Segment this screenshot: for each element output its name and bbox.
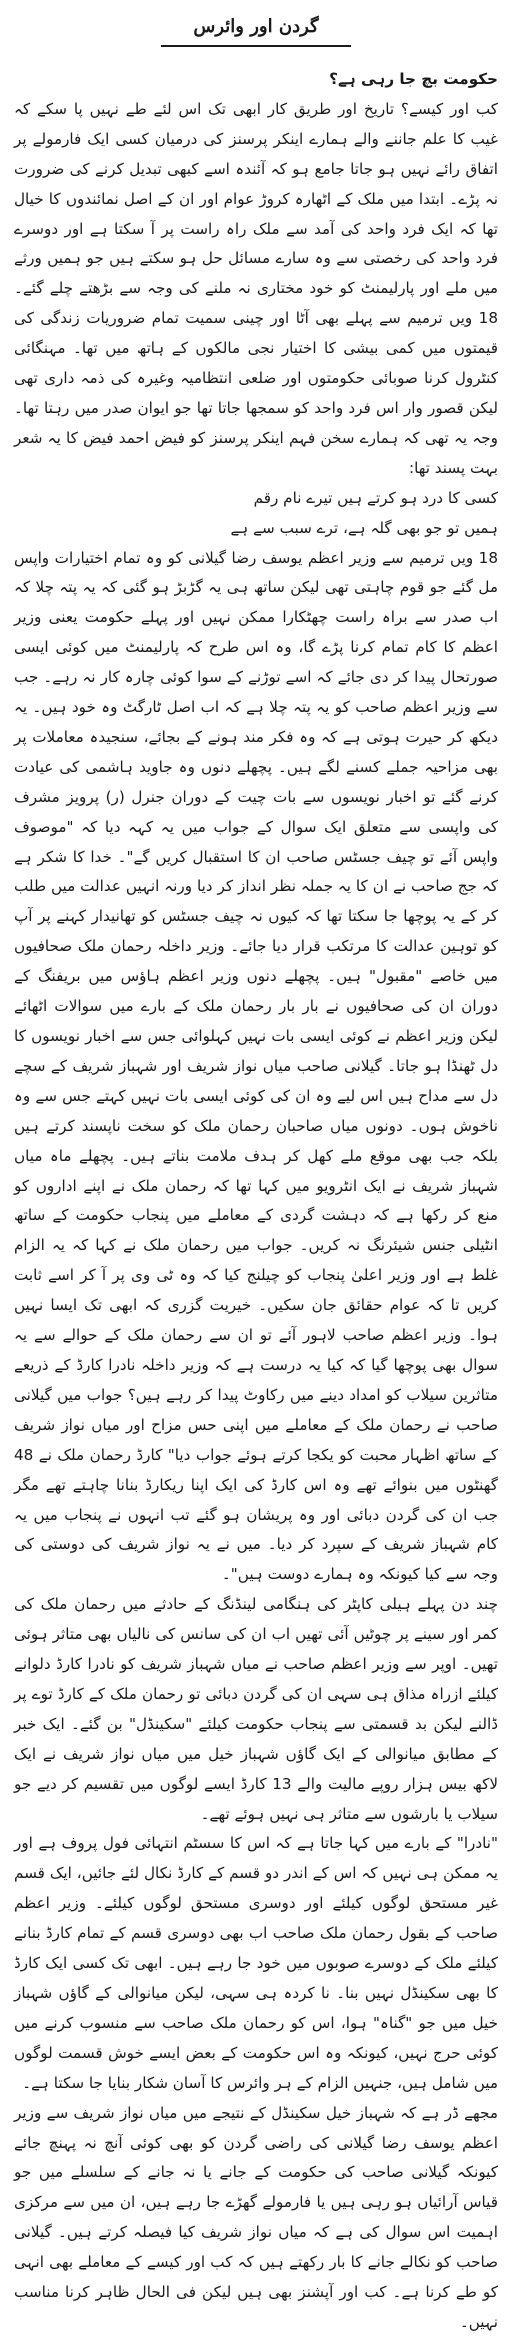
- body-paragraph: چند دن پہلے ہیلی کاپٹر کی ہنگامی لینڈنگ کے حادثے میں رحمان ملک کی کمر اور سینے پر چوٹیں آئی تھیں اب ان کی سانس کی نالیاں بھی متاثر ہوئی تھیں۔ اوپر سے وزیر اعظم صاحب نے میاں شہباز شریف کو نادرا کارڈ دلوانے کیلئے ازراہ مذاق ہی سہی ان کی گردن دبائی تو رحمان ملک کے کارڈ توے پر ڈالنے لیکن بد قسمتی سے پنجاب حکومت کیلئے "سکینڈل" بن گئے۔ ایک خبر کے مطابق میانوالی کے ایک گاؤں شہباز خیل میں میاں نواز شریف نے ایک لاکھ بیس ہزار روپے مالیت والے 13 کارڈ ایسے لوگوں میں تقسیم کر دیے جو سیلاب یا بارشوں سے متاثر ہی نہیں ہوئے تھے۔: [14, 1595, 498, 1823]
- body-paragraph: 18 ویں ترمیم سے وزیر اعظم یوسف رضا گیلانی کو وہ تمام اختیارات واپس مل گئے جو قوم چاہتی تھی لیکن ساتھ ہی یہ گڑبڑ ہو گئی کہ یہ پتہ چلا کہ اب صدر سے براہ راست چھٹکارا ممکن نہیں اور پہلے حکومت یعنی وزیر اعظم کا کام تمام کرنا پڑے گا، وہ اس طرح کہ پارلیمنٹ میں کوئی ایسی صورتحال پیدا کر دی جائے کہ اسے توڑنے کے سوا کوئی چارہ کار نہ رہے۔ جب سے وزیر اعظم صاحب کو یہ پتہ چلا ہے کہ اب اصل ٹارگٹ وہ خود ہیں۔ یہ دیکھ کر حیرت ہوتی ہے کہ وہ فکر مند ہونے کے بجائے، سنجیدہ معاملات پر بھی مزاحیہ جملے کسنے لگے ہیں۔ پچھلے دنوں وہ جاوید ہاشمی کی عیادت کرنے گئے تو اخبار نویسوں سے بات چیت کے دوران جنرل (ر) پرویز مشرف کی واپسی سے متعلق ایک سوال کے جواب میں یہ کہہ دیا کہ "موصوف واپس آئے تو چیف جسٹس صاحب ان کا استقبال کریں گے"۔ خدا کا شکر ہے کہ جج صاحب نے ان کا یہ جملہ نظر انداز کر دیا ورنہ انہیں عدالت میں طلب کر کے یہ پوچھا جا سکتا تھا کہ کیوں نہ چیف جسٹس کو تھانیدار کہنے پر آپ کو توہین عدالت کا مرتکب قرار دیا جائے۔ وزیر داخلہ رحمان ملک صحافیوں میں خاصے "مقبول" ہیں۔ پچھلے دنوں وزیر اعظم ہاؤس میں بریفنگ کے دوران ان کی صحافیوں نے بار بار رحمان ملک کے بارے میں سوالات اٹھائے لیکن وزیر اعظم نے کوئی ایسی بات نہیں کہلوائی جس سے اخبار نویسوں کا دل ٹھنڈا ہو جاتا۔ گیلانی صاحب میاں نواز شریف اور شہباز شریف کے سچے دل سے مداح ہیں اس لیے وہ ان کی کوئی ایسی بات نہیں کہتے جس سے وہ ناخوش ہوں۔ دونوں میاں صاحبان رحمان ملک کو سخت ناپسند کرتے ہیں بلکہ جب بھی موقع ملے کھل کر ہدف ملامت بناتے ہیں۔ پچھلے ماہ میاں شہباز شریف نے ایک انٹرویو میں کہا تھا کہ رحمان ملک نے اپنے اداروں کو منع کر رکھا ہے کہ دہشت گردی کے معاملے میں پنجاب حکومت کے ساتھ انٹیلی جنس شیئرنگ نہ کریں۔ جواب میں رحمان ملک نے کہا کہ یہ الزام غلط ہے اور وزیر اعلیٰ پنجاب کو چیلنج کیا کہ وہ ٹی وی پر آ کر اسے ثابت کریں تا کہ عوام حقائق جان سکیں۔ خیریت گزری کہ ابھی تک ایسا نہیں ہوا۔ وزیر اعظم صاحب لاہور آئے تو ان سے رحمان ملک کے حوالے سے یہ سوال بھی پوچھا گیا کہ کیا یہ درست ہے کہ وزیر داخلہ نادرا کارڈ کے ذریعے متاثرین سیلاب کو امداد دینے میں رکاوٹ پیدا کر رہے ہیں؟ جواب میں گیلانی صاحب نے رحمان ملک کے معاملے میں اپنی حس مزاح اور میاں نواز شریف کے ساتھ اظہار محبت کو یکجا کرتے ہوئے جواب دیا" کارڈ رحمان ملک نے 48 گھنٹوں میں بنوائے تھے وہ اس کارڈ کی ایک اپنا ریکارڈ بنانا چاہتے تھے مگر جب ان کی گردن دبائی اور وہ پریشان ہو گئے تب انہوں نے پنجاب میں یہ کام شہباز شریف کے سپرد کر دیا۔ میں نے یہ نواز شریف کی دوستی کی وجہ سے کیا کیونکہ وہ ہمارے دوست ہیں"۔: [14, 548, 498, 1584]
- column-body: [14, 65, 498, 2338]
- column-title: گردن اور وائرس: [193, 16, 319, 37]
- body-paragraph: "نادرا" کے بارے میں کہا جاتا ہے کہ اس کا سسٹم انتہائی فول پروف ہے اور یہ ممکن ہی نہیں کہ اس کے اندر دو قسم کے کارڈ نکال لئے جائیں، ایک قسم غیر مستحق لوگوں کیلئے اور دوسری مستحق لوگوں کیلئے۔ وزیر اعظم صاحب کے بقول رحمان ملک صاحب اب بھی دوسری قسم کے تمام کارڈ بنانے کیلئے ملک کے دوسرے صوبوں میں خود جا رہے ہیں۔ ابھی تک کسی ایک کارڈ کا بھی سکینڈل نہیں بنا۔ نا کردہ ہی سہی، لیکن میانوالی کے گاؤں شہباز خیل میں جو "گناہ" ہوا، اس کو رحمان ملک صاحب سے منسوب کرنے میں کوئی حرج نہیں، کیونکہ وہ اس حکومت کے بعض ایسے خوش قسمت لوگوں میں شامل ہیں، جنہیں الزام کے ہر وائرس کا آسان شکار بنایا جا سکتا ہے۔: [14, 1834, 498, 2092]
- body-paragraph: کب اور کیسے؟ تاریخ اور طریق کار ابھی تک اس لئے طے نہیں پا سکے کہ غیب کا علم جاننے والے ہمارے اینکر پرسنز کی درمیان کسی ایک فارمولے پر اتفاق رائے نہیں ہو جاتا جامع ہو کہ آئندہ اسے کبھی تبدیل کرنے کی ضرورت نہ پڑے۔ ابتدا میں ملک کے اٹھارہ کروڑ عوام اور ان کے اصل نمائندوں کا خیال تھا کہ ایک فرد واحد کی آمد سے ملک راہ راست پر آ سکتا ہے اور دوسرے فرد واحد کی رخصتی سے وہ سارے مسائل حل ہو سکتے ہیں جو ہمیں ورثے میں ملے اور پارلیمنٹ کو خود مختاری نہ ملنے کی وجہ سے بڑھتے چلے گئے۔ 18 ویں ترمیم سے پہلے بھی آٹا اور چینی سمیت تمام ضروریات زندگی کی قیمتوں میں کمی بیشی کا اختیار نجی مالکوں کے ہاتھ میں تھا۔ مہنگائی کنٹرول کرنا صوبائی حکومتوں اور ضلعی انتظامیہ وغیرہ کی ذمہ داری تھی لیکن قصور وار اس فرد واحد کو سمجھا جاتا تھا جو ایوان صدر میں رہتا تھا۔ وجہ یہ تھی کہ ہمارے سخن فہم اینکر پرسنز کو فیض احمد فیض کا یہ شعر بہت پسند تھا:: [14, 99, 498, 477]
- body-paragraph: مجھے ڈر ہے کہ شہباز خیل سکینڈل کے نتیجے میں میاں نواز شریف سے وزیر اعظم یوسف رضا گیلانی کی راضی گردن کو بھی کوئی آنچ نہ پہنچ جائے کیونکہ گیلانی صاحب کی حکومت کے جانے یا نہ جانے کے سلسلے میں جو قیاس آرائیاں ہو رہی ہیں یا فارمولے گھڑے جا رہے ہیں، ان میں سے مرکزی اہمیت اس سوال کی ہے کہ میاں نواز شریف کیا فیصلہ کرتے ہیں۔ گیلانی صاحب کو نکالے جانے کا بار رکھتے ہیں کہ کب اور کیسے کے معاملے بھی انہی کو طے کرنا ہے۔ کب اور آپشنز بھی ہیں لیکن فی الحال ظاہر کرنا مناسب نہیں۔: [14, 2103, 498, 2331]
- verse-line: کسی کا درد ہو کرتے ہیں تیرے نام رقم: [253, 488, 498, 507]
- section-heading: حکومت بچ جا رہی ہے؟: [329, 70, 498, 88]
- title-underline: [161, 45, 351, 47]
- verse-line: ہمیں تو جو بھی گلہ ہے، ترے سبب سے ہے: [230, 518, 498, 537]
